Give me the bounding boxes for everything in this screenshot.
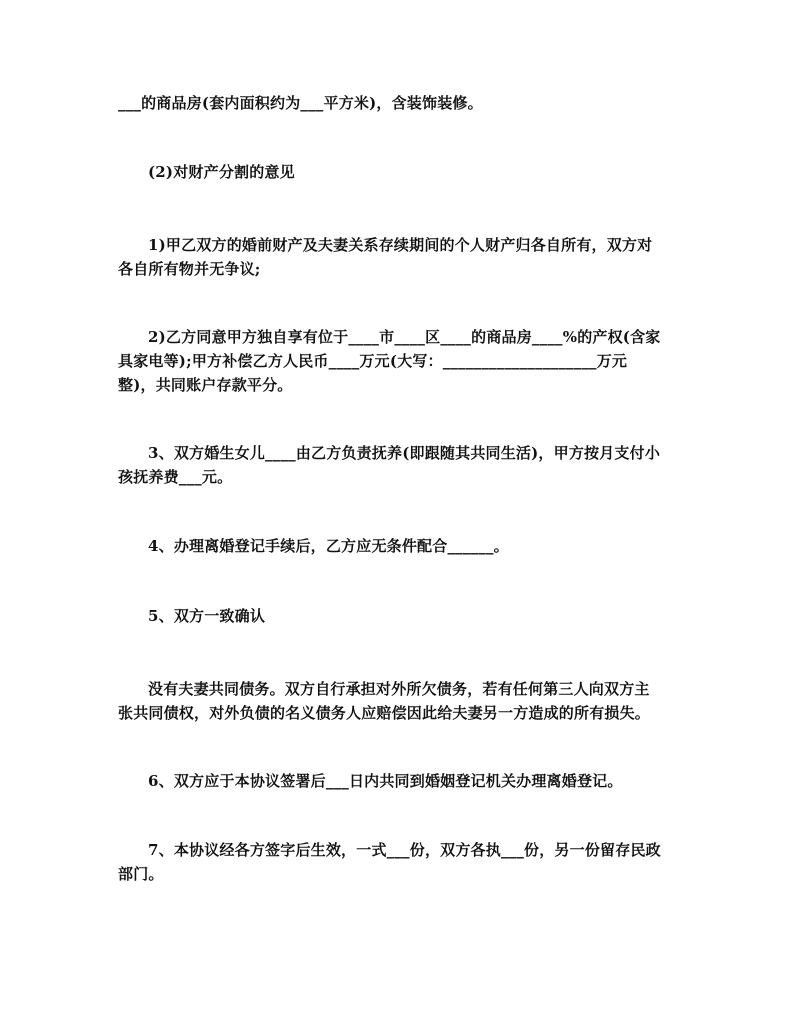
paragraph-line: 2)乙方同意甲方独自享有位于____市____区____的商品房____%的产权(含家: [148, 328, 661, 346]
paragraph-divorce-registration: [118, 534, 688, 558]
paragraph-line: 整)，共同账户存款平分。: [118, 376, 293, 394]
paragraph-line: 孩抚养费___元。: [118, 468, 233, 486]
paragraph-line: 7、本协议经各方签字后生效，一式___份，双方各执___份，另一份留存民政: [148, 841, 661, 859]
paragraph-child-custody: [118, 441, 688, 489]
paragraph-registration-deadline: [118, 769, 688, 793]
paragraph-line: 1)甲乙双方的婚前财产及夫妻关系存续期间的个人财产归各自所有，双方对: [148, 236, 653, 254]
paragraph-agreement-effect: [118, 838, 688, 886]
paragraph-property-division-heading: [118, 160, 688, 184]
paragraph-mutual-confirmation: [118, 604, 688, 628]
paragraph-line: 具家电等);甲方补偿乙方人民币____万元(大写：____________________万元: [118, 352, 628, 370]
paragraph-line: 部门。: [118, 865, 164, 883]
paragraph-line: (2)对财产分割的意见: [148, 163, 295, 181]
paragraph-line: 4、办理离婚登记手续后，乙方应无条件配合______。: [148, 537, 509, 555]
paragraph-line: 没有夫妻共同债务。双方自行承担对外所欠债务，若有任何第三人向双方主: [148, 680, 650, 698]
paragraph-line: 5、双方一致确认: [148, 607, 266, 625]
paragraph-line: 各自所有物并无争议;: [118, 260, 261, 278]
paragraph-line: 3、双方婚生女儿____由乙方负责抚养(即跟随其共同生活)，甲方按月支付小: [148, 444, 661, 462]
paragraph-property-description: [118, 91, 688, 115]
paragraph-line: 6、双方应于本协议签署后___日内共同到婚姻登记机关办理离婚登记。: [148, 772, 623, 790]
paragraph-no-joint-debt: [118, 677, 688, 725]
paragraph-house-ownership: [118, 325, 688, 397]
paragraph-premarital-property: [118, 233, 688, 281]
paragraph-line: 张共同债权，对外负债的名义债务人应赔偿因此给夫妻另一方造成的所有损失。: [118, 704, 651, 722]
paragraph-line: ___的商品房(套内面积约为___平方米)，含装饰装修。: [118, 94, 483, 112]
